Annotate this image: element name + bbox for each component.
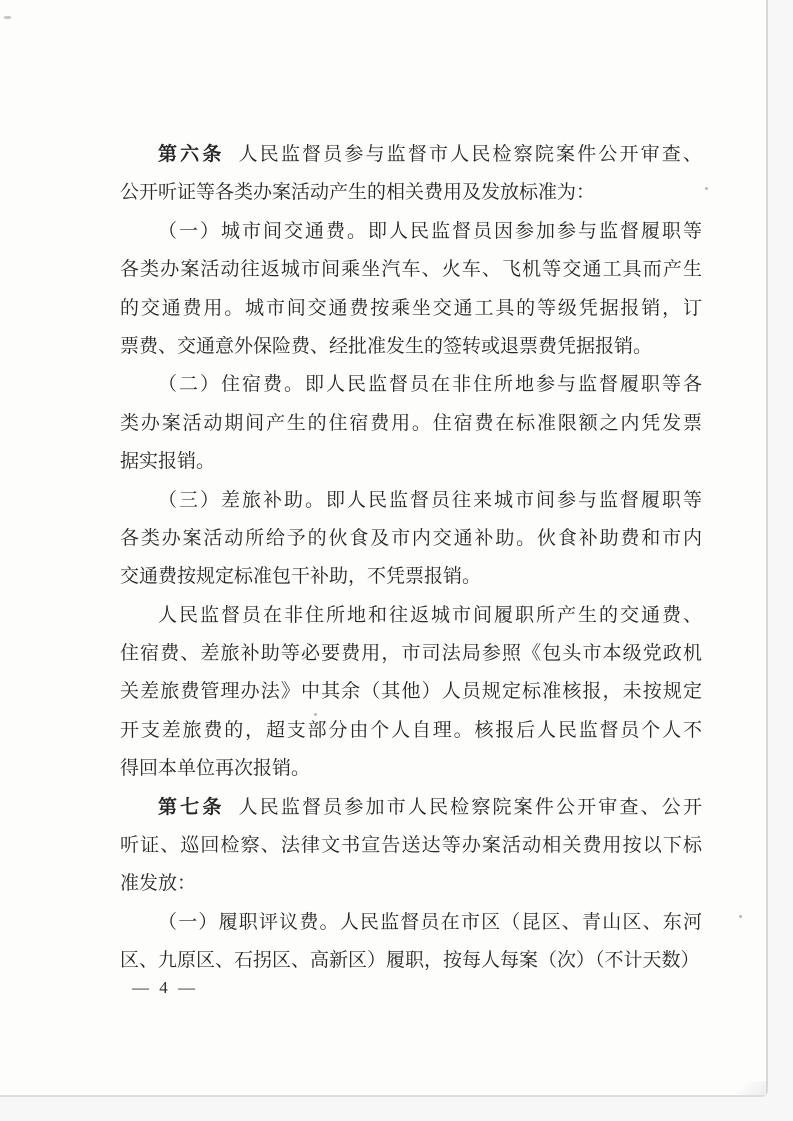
text-line: 听证、巡回检察、法律文书宣告送达等办案活动相关费用按以下标 (120, 835, 702, 857)
text-line: 交通费按规定标准包干补助，不凭票报销。 (120, 566, 482, 588)
text-line: 得回本单位再次报销。 (120, 758, 311, 780)
scan-speck (705, 187, 708, 190)
document-body (120, 136, 702, 981)
article-heading: 第七条 (158, 796, 225, 818)
text-line: 第七条 人民监督员参加市人民检察院案件公开审查、公开 (158, 796, 702, 818)
text-line: 各类办案活动所给予的伙食及市内交通补助。伙食补助费和市内 (120, 527, 702, 549)
scan-speck (739, 915, 742, 918)
scan-speck (314, 713, 317, 716)
text-line: 票费、交通意外保险费、经批准发生的签转或退票费凭据报销。 (120, 335, 653, 357)
text-line: （一）城市间交通费。即人民监督员因参加参与监督履职等 (158, 220, 702, 242)
article-heading: 第六条 (158, 144, 225, 165)
text-line: 各类办案活动往返城市间乘坐汽车、火车、飞机等交通工具而产生 (120, 259, 702, 281)
text-line: 区、九原区、石拐区、高新区）履职，按每人每案（次）（不计天数） (120, 950, 700, 972)
text-line: （二）住宿费。即人民监督员在非住所地参与监督履职等各 (158, 374, 702, 396)
text-line: 关差旅费管理办法》中其余（其他）人员规定标准核报，未按规定 (120, 681, 702, 703)
text-line: 类办案活动期间产生的住宿费用。住宿费在标准限额之内凭发票 (120, 412, 702, 434)
text-line: （一）履职评议费。人民监督员在市区（昆区、青山区、东河 (158, 911, 702, 933)
text-line: 的交通费用。城市间交通费按乘坐交通工具的等级凭据报销，订 (120, 297, 702, 319)
text-line: 公开听证等各类办案活动产生的相关费用及发放标准为： (120, 182, 596, 204)
page-number: — 4 — (132, 978, 198, 997)
scan-speck (4, 16, 11, 19)
text-line: 据实报销。 (120, 451, 216, 473)
text-line: 开支差旅费的，超支部分由个人自理。核报后人民监督员个人不 (120, 719, 702, 741)
text-line: 住宿费、差旅补助等必要费用，市司法局参照《包头市本级党政机 (120, 643, 702, 665)
text-line: （三）差旅补助。即人民监督员往来城市间参与监督履职等 (158, 489, 702, 511)
text-line: 人民监督员在非住所地和往返城市间履职所产生的交通费、 (158, 604, 702, 626)
text-line: 第六条 人民监督员参与监督市人民检察院案件公开审查、 (158, 144, 702, 165)
page-corner-shadow (706, 1081, 766, 1095)
text-line: 准发放： (120, 873, 197, 895)
